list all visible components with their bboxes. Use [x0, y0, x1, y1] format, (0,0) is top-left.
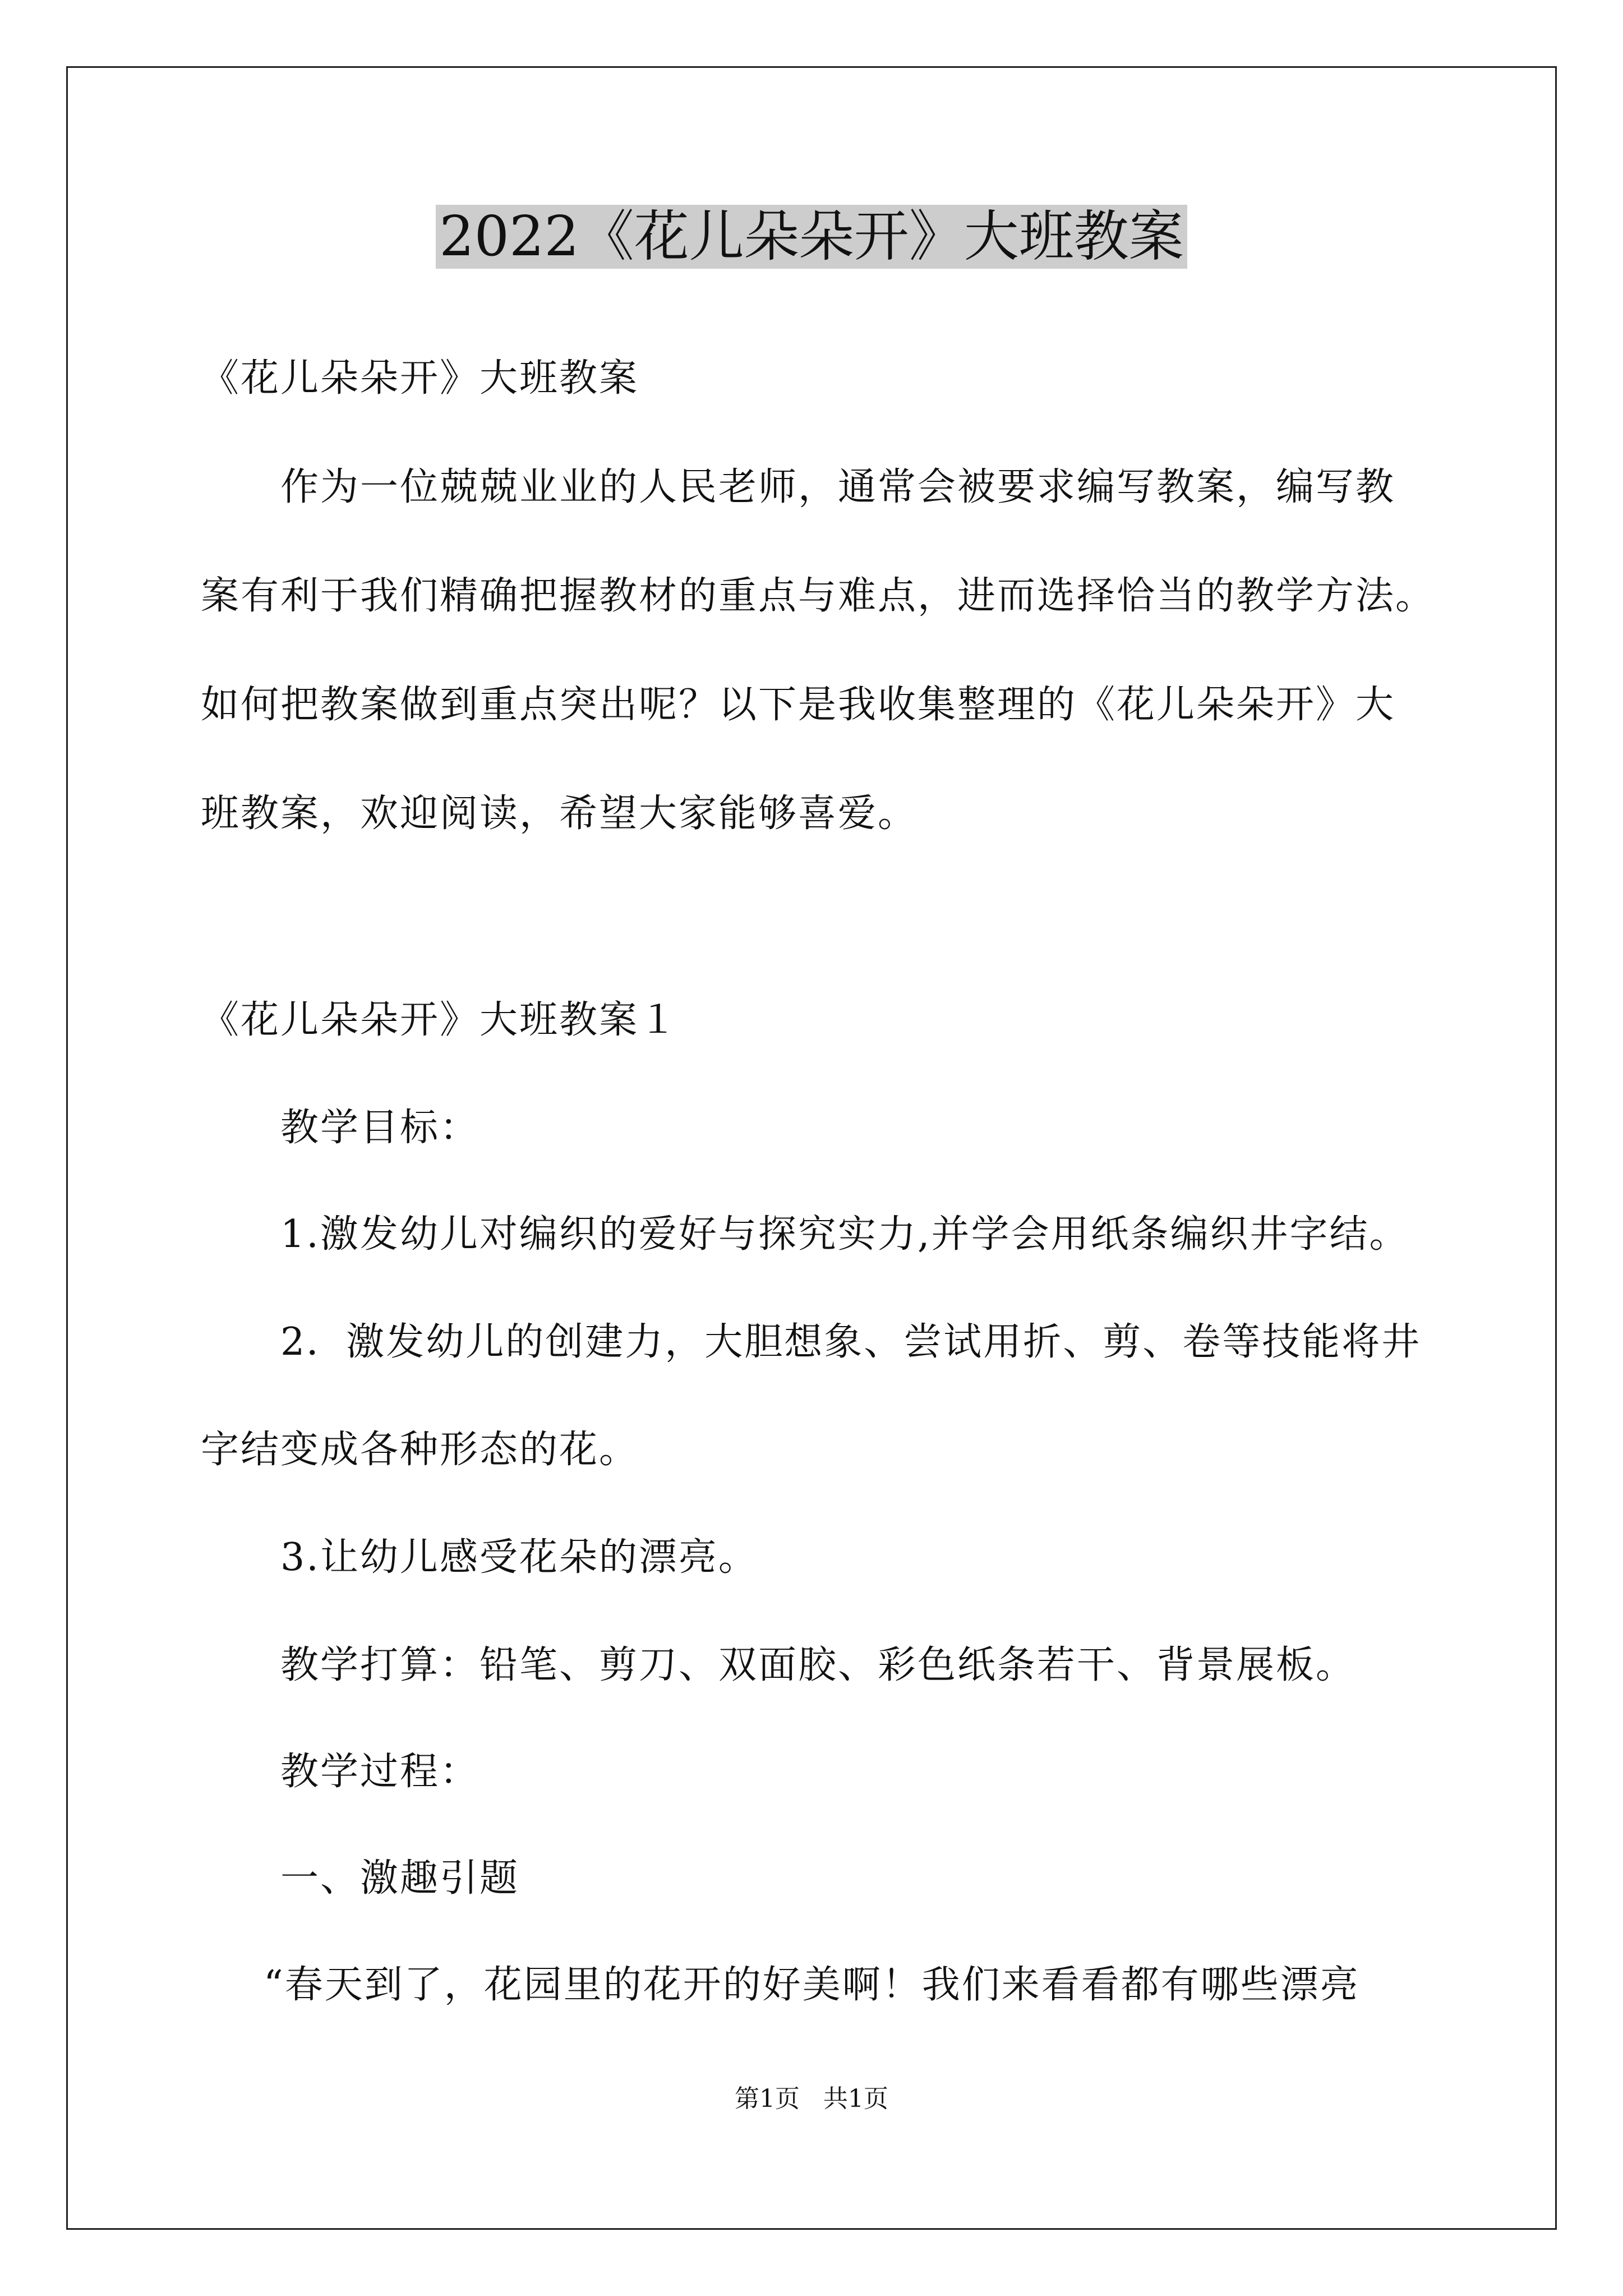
goals-heading: 教学目标： [280, 1106, 480, 1150]
intro-line-4: 班教案，欢迎阅读，希望大家能够喜爱。 [201, 792, 918, 836]
goal-2-line-1: 2．激发幼儿的创建力，大胆想象、尝试用折、剪、卷等技能将井 [280, 1320, 1422, 1364]
preparation: 教学打算：铅笔、剪刀、双面胶、彩色纸条若干、背景展板。 [280, 1643, 1356, 1687]
page-footer: 第1页 共1页 [735, 2085, 888, 2113]
step-1-heading: 一、激趣引题 [280, 1856, 520, 1901]
goal-2-line-2: 字结变成各种形态的花。 [201, 1428, 639, 1472]
process-heading: 教学过程： [280, 1750, 480, 1794]
document-title: 2022《花儿朵朵开》大班教案 [0, 197, 1623, 276]
goal-1: 1.激发幼儿对编织的爱好与探究实力,并学会用纸条编织井字结。 [280, 1212, 1409, 1257]
subtitle: 《花儿朵朵开》大班教案 [201, 356, 639, 401]
intro-line-3: 如何把教案做到重点突出呢？以下是我收集整理的《花儿朵朵开》大 [201, 683, 1396, 727]
intro-line-1: 作为一位兢兢业业的人民老师，通常会被要求编写教案，编写教 [280, 465, 1396, 509]
step-1-text: “春天到了，花园里的花开的好美啊！我们来看看都有哪些漂亮 [264, 1963, 1360, 2007]
section-title: 《花儿朵朵开》大班教案１ [201, 998, 679, 1042]
goal-3: 3.让幼儿感受花朵的漂亮。 [280, 1535, 758, 1580]
intro-line-2: 案有利于我们精确把握教材的重点与难点，进而选择恰当的教学方法。 [201, 574, 1436, 618]
